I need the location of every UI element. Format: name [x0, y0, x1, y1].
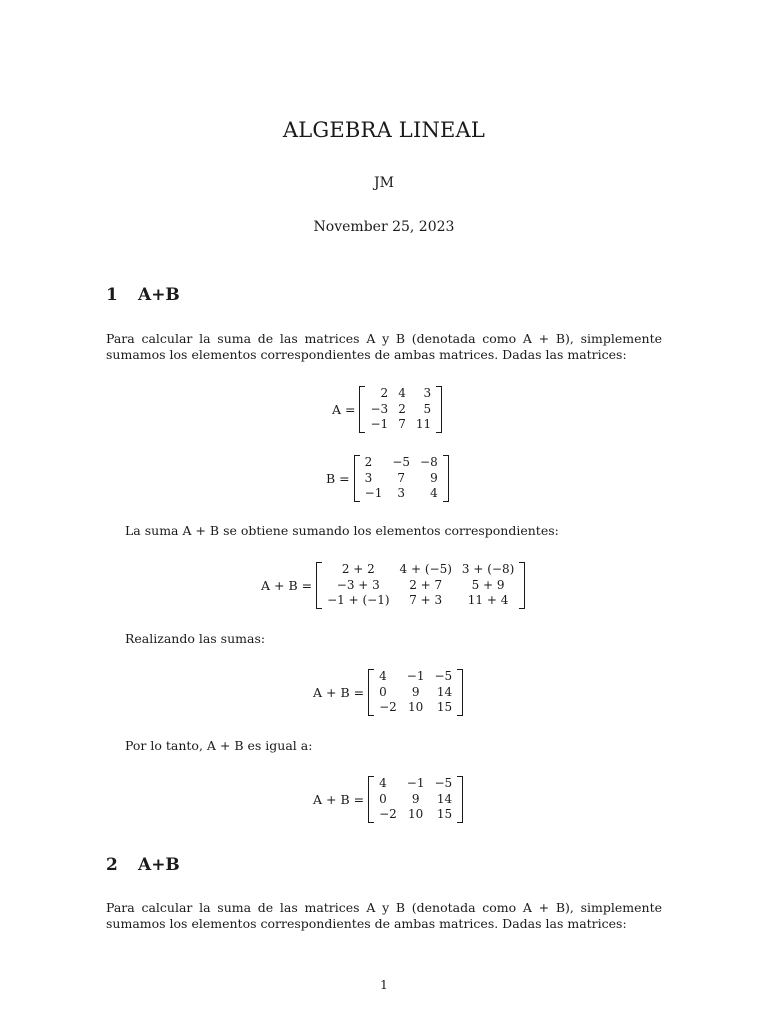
section-heading-2 — [106, 855, 180, 875]
matrix-cell: 9 — [411, 791, 420, 806]
matrix-cell: 2 + 2 — [341, 562, 375, 576]
matrix — [368, 776, 463, 823]
matrix-row — [360, 486, 443, 502]
matrix-cell: 0 — [379, 684, 387, 699]
matrix-row — [374, 792, 457, 808]
matrix-row — [322, 562, 519, 578]
matrix-cell: 4 — [379, 776, 387, 790]
matrix-cell: 3 — [364, 470, 373, 485]
matrix — [368, 669, 463, 716]
matrix-row — [374, 776, 457, 792]
matrix-cell: −5 — [434, 776, 453, 790]
equation-lhs: A + B = — [313, 791, 365, 807]
matrix-cell: 7 — [398, 417, 406, 431]
section-number: 1 — [106, 285, 118, 305]
section-1-intro: Para calcular la suma de las matrices A y B (denotada como A + B), simplemente sumamos los elementos correspondientes de ambas matrices. Dadas las matrices: — [106, 331, 662, 362]
matrix-row — [374, 700, 457, 716]
matrix-cell: −3 — [370, 401, 389, 416]
matrix-row — [322, 593, 519, 609]
matrix-cell: 3 — [423, 386, 432, 400]
section-2-intro: Para calcular la suma de las matrices A y B (denotada como A + B), simplemente sumamos los elementos correspondientes de ambas matrices. Dadas las matrices: — [106, 900, 662, 931]
matrix-cell: 4 — [379, 669, 387, 683]
equation-lhs: A = — [332, 401, 356, 417]
matrix-cell: −5 — [434, 669, 453, 683]
matrix-cell: −2 — [379, 700, 397, 714]
matrix-row — [322, 578, 519, 594]
matrix-cell: 4 + (−5) — [399, 562, 452, 576]
equation-lhs: A + B = — [261, 577, 313, 593]
final-result-equation — [313, 776, 463, 823]
matrix-row — [374, 807, 457, 823]
matrix-row — [374, 685, 457, 701]
matrix-cell: 15 — [436, 700, 453, 714]
section-title: A+B — [138, 285, 180, 305]
section-heading-1 — [106, 285, 180, 305]
matrix-cell: −2 — [379, 807, 397, 821]
matrix-cell: 15 — [436, 807, 453, 821]
matrix-cell: −8 — [420, 455, 438, 469]
matrix-cell: 11 + 4 — [467, 593, 509, 607]
equation-lhs: B = — [326, 470, 350, 486]
matrix-cell: 3 + (−8) — [461, 562, 515, 576]
matrix-cell: 10 — [408, 807, 424, 821]
matrix-cell: −1 — [406, 669, 425, 683]
matrix-row — [374, 669, 457, 685]
matrix-row — [365, 386, 436, 402]
right-bracket — [436, 386, 442, 433]
matrix-cell: 14 — [436, 791, 453, 806]
matrix-cell: 9 — [411, 684, 420, 699]
page-number: 1 — [380, 978, 388, 992]
matrix-cell: 7 — [397, 470, 406, 485]
matrix-cell: 10 — [408, 700, 424, 714]
section-title: A+B — [138, 855, 180, 875]
matrix-cell: 3 — [397, 486, 406, 500]
right-bracket — [457, 776, 463, 823]
matrix-cell: 7 + 3 — [409, 593, 443, 607]
matrix-cell: −3 + 3 — [336, 577, 380, 592]
matrix-cell: −1 + (−1) — [327, 593, 390, 607]
realize-text: Realizando las sumas: — [125, 631, 266, 646]
matrix-row — [360, 455, 443, 471]
matrix-cell: 0 — [379, 791, 387, 806]
matrix-row — [360, 471, 443, 487]
matrix — [354, 455, 449, 502]
matrix-cell: −5 — [392, 455, 411, 469]
sum-explanation: La suma A + B se obtiene sumando los elementos correspondientes: — [125, 523, 559, 538]
matrix-b-equation — [326, 455, 449, 502]
matrix-cell: −1 — [370, 417, 389, 431]
equation-lhs: A + B = — [313, 684, 365, 700]
matrix-cell: 2 — [380, 386, 389, 400]
matrix-cell: 2 — [398, 401, 406, 416]
sum-expression-equation — [261, 562, 525, 609]
matrix-cell: 4 — [398, 386, 406, 400]
document-date: November 25, 2023 — [313, 219, 455, 235]
matrix-cell: −1 — [364, 486, 383, 500]
section-number: 2 — [106, 855, 118, 875]
right-bracket — [443, 455, 449, 502]
matrix-row — [365, 402, 436, 418]
matrix-cell: 14 — [436, 684, 453, 699]
sum-result-equation — [313, 669, 463, 716]
matrix-a-equation — [332, 386, 442, 433]
conclusion-text: Por lo tanto, A + B es igual a: — [125, 738, 313, 753]
matrix-cell: 5 + 9 — [471, 577, 505, 592]
matrix-cell: 2 + 7 — [409, 577, 443, 592]
document-title: ALGEBRA LINEAL — [282, 118, 486, 142]
matrix-cell: 2 — [364, 455, 373, 469]
matrix-cell: 5 — [423, 401, 432, 416]
matrix-cell: −1 — [406, 776, 425, 790]
right-bracket — [457, 669, 463, 716]
matrix-row — [365, 417, 436, 433]
matrix-cell: 4 — [430, 486, 438, 500]
matrix — [316, 562, 525, 609]
right-bracket — [519, 562, 525, 609]
document-author: JM — [374, 175, 394, 191]
matrix-cell: 11 — [415, 417, 432, 431]
matrix — [359, 386, 442, 433]
matrix-cell: 9 — [430, 470, 438, 485]
